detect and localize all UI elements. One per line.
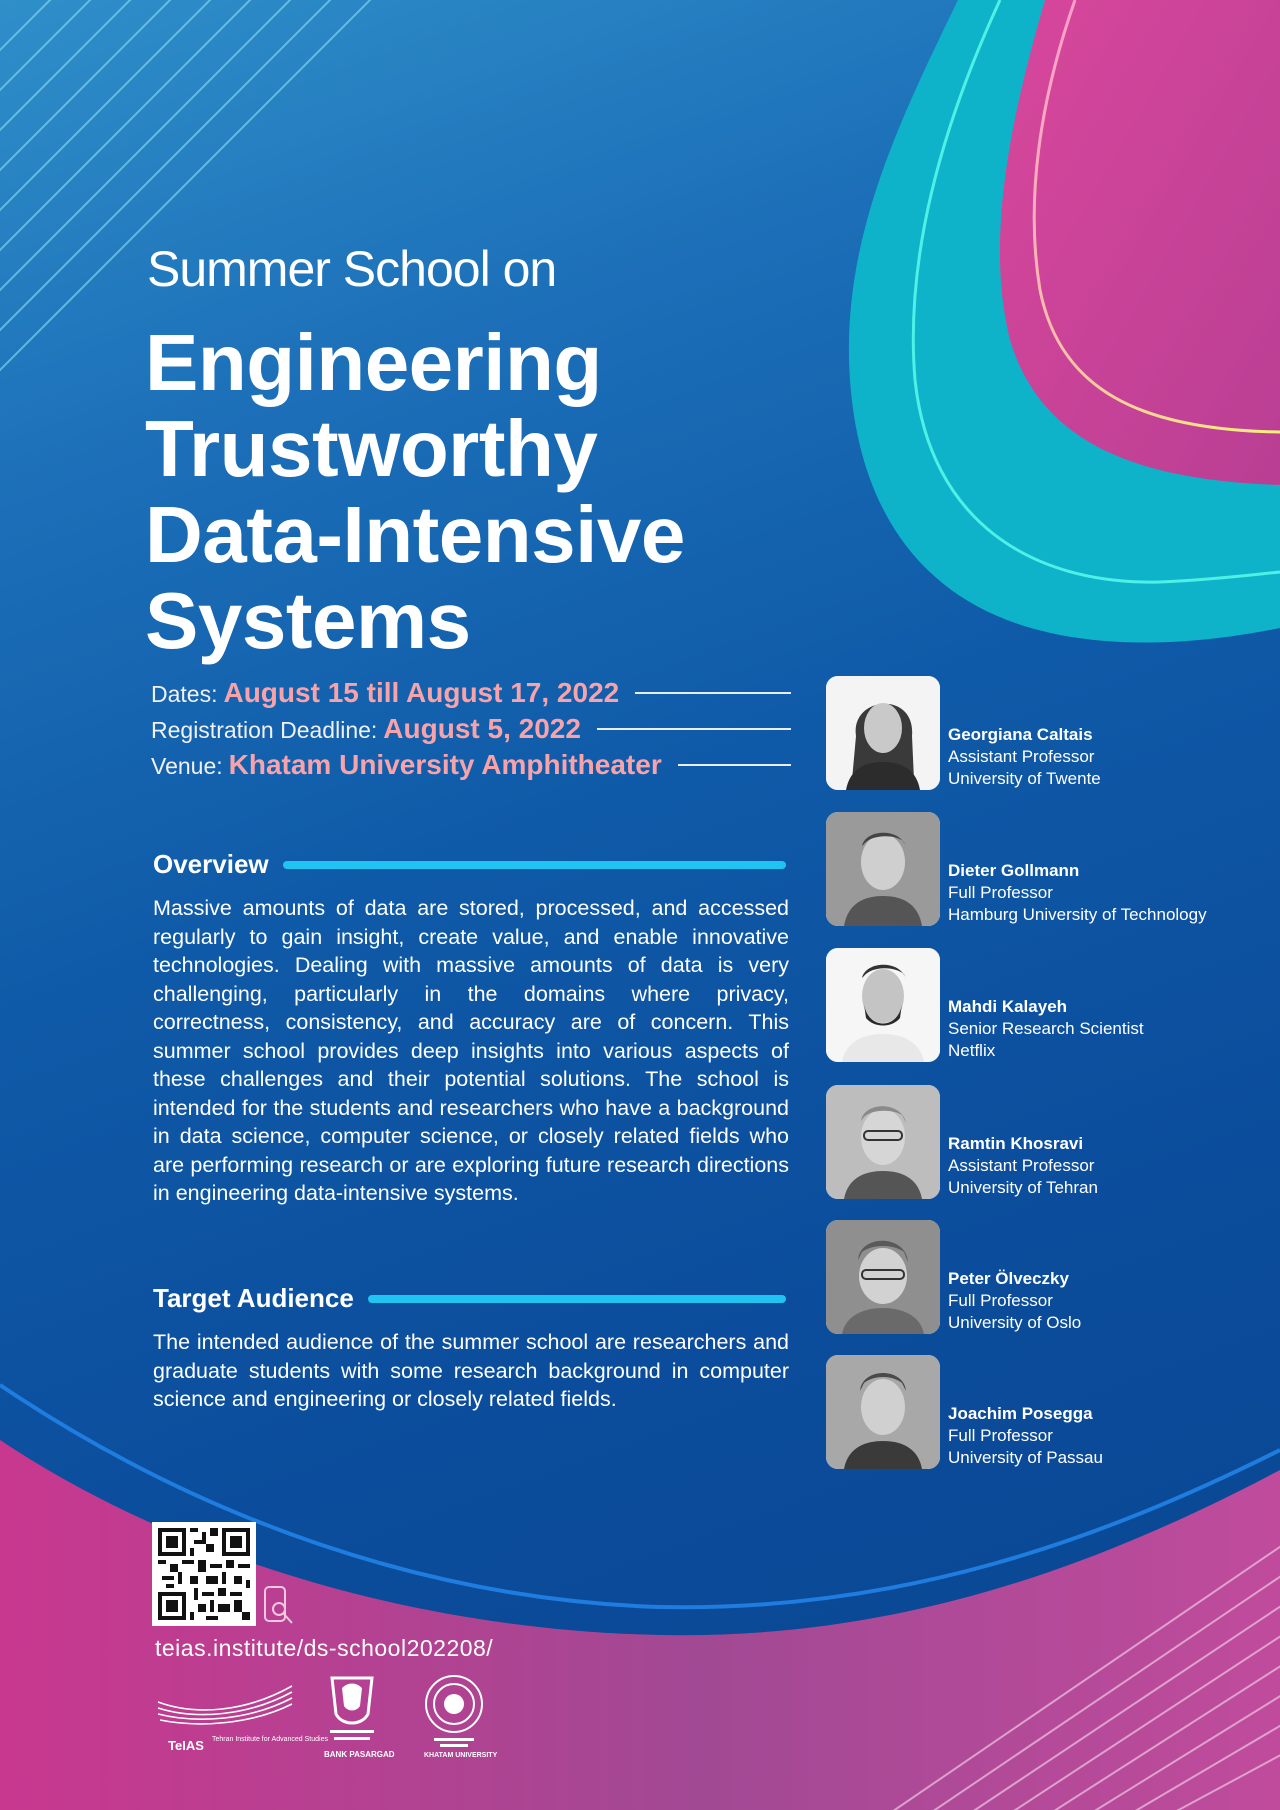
- title-line: Engineering: [145, 318, 602, 407]
- teias-name: TeIAS: [168, 1738, 204, 1753]
- speaker-info: [948, 1220, 1081, 1334]
- deadline-row: [151, 713, 791, 745]
- speaker-photo: [826, 676, 940, 790]
- khatam-name: KHATAM UNIVERSITY: [424, 1752, 498, 1759]
- teias-subtitle: Tehran Institute for Advanced Studies: [212, 1736, 328, 1743]
- bank-pasargad-logo: [322, 1674, 395, 1760]
- speaker-affiliation: University of Oslo: [948, 1313, 1082, 1332]
- speaker-card: [826, 1220, 1246, 1334]
- divider: [635, 692, 791, 694]
- speaker-role: Full Professor: [948, 883, 1053, 902]
- speaker-name: Ramtin Khosravi: [948, 1134, 1084, 1153]
- divider: [597, 728, 791, 730]
- dates-label: Dates:: [151, 681, 218, 707]
- speaker-name: Mahdi Kalayeh: [948, 997, 1068, 1016]
- speaker-card: [826, 812, 1246, 926]
- speaker-role: Full Professor: [948, 1291, 1053, 1310]
- overview-text: Massive amounts of data are stored, processed, and accessed regularly to gain insight, create value, and enable innovative technologies. Dealing with massive amounts of data is very challenging, particularly in the domains where privacy, correctness, consistency, and accuracy are of concern. This summer school provides deep insights into various aspects of these challenges and their potential solutions. The school is intended for the students and researchers who have a background in data science, computer science, or closely related fields who are performing research or are exploring future research directions in engineering data-intensive systems.: [153, 896, 789, 1205]
- speaker-affiliation: University of Passau: [948, 1448, 1103, 1467]
- speaker-name: Joachim Posegga: [948, 1404, 1093, 1423]
- deadline-label: Registration Deadline:: [151, 717, 378, 743]
- dates-row: [151, 677, 791, 709]
- audience-text: The intended audience of the summer school are researchers and graduate students with some research background in computer science and engineering or closely related fields.: [153, 1330, 789, 1411]
- speaker-role: Full Professor: [948, 1426, 1053, 1445]
- venue-row: [151, 749, 791, 781]
- speaker-photo: [826, 812, 940, 926]
- speaker-photo: [826, 1355, 940, 1469]
- title-line: Systems: [145, 576, 471, 665]
- speaker-affiliation: Hamburg University of Technology: [948, 905, 1207, 924]
- speaker-photo: [826, 1085, 940, 1199]
- speaker-name: Dieter Gollmann: [948, 861, 1080, 880]
- event-title: [145, 320, 865, 664]
- overview-heading-row: [153, 849, 786, 880]
- khatam-university-logo: [420, 1674, 510, 1760]
- audience-heading: Target Audience: [153, 1283, 354, 1313]
- divider: [678, 764, 791, 766]
- speaker-info: [948, 1355, 1103, 1469]
- speaker-affiliation: University of Tehran: [948, 1178, 1098, 1197]
- speaker-role: Senior Research Scientist: [948, 1019, 1144, 1038]
- qr-code[interactable]: [152, 1522, 256, 1626]
- event-subtitle: Summer School on: [147, 241, 557, 297]
- speaker-role: Assistant Professor: [948, 1156, 1095, 1175]
- title-line: Data-Intensive: [145, 490, 685, 579]
- venue-label: Venue:: [151, 753, 223, 779]
- speaker-info: [948, 676, 1101, 790]
- audience-heading-row: [153, 1283, 786, 1314]
- event-url[interactable]: teias.institute/ds-school202208/: [155, 1635, 494, 1661]
- speaker-name: Peter Ölveczky: [948, 1269, 1069, 1288]
- speaker-card: [826, 1085, 1246, 1199]
- scan-phone-icon: [262, 1585, 296, 1627]
- overview-heading: Overview: [153, 849, 269, 879]
- speaker-card: [826, 676, 1246, 790]
- dates-value: August 15 till August 17, 2022: [223, 677, 620, 708]
- speaker-card: [826, 1355, 1246, 1469]
- speaker-affiliation: University of Twente: [948, 769, 1101, 788]
- deadline-value: August 5, 2022: [383, 713, 581, 744]
- speaker-photo: [826, 948, 940, 1062]
- teias-logo: [156, 1682, 328, 1758]
- speaker-name: Georgiana Caltais: [948, 725, 1093, 744]
- speaker-info: [948, 948, 1144, 1062]
- speaker-role: Assistant Professor: [948, 747, 1095, 766]
- title-line: Trustworthy: [145, 404, 598, 493]
- speaker-card: [826, 948, 1246, 1062]
- speaker-info: [948, 812, 1207, 926]
- pasargad-name: BANK PASARGAD: [324, 1750, 395, 1759]
- venue-value: Khatam University Amphitheater: [228, 749, 662, 780]
- heading-bar: [283, 861, 786, 869]
- speaker-photo: [826, 1220, 940, 1334]
- heading-bar: [368, 1295, 786, 1303]
- speaker-affiliation: Netflix: [948, 1041, 996, 1060]
- speaker-info: [948, 1085, 1098, 1199]
